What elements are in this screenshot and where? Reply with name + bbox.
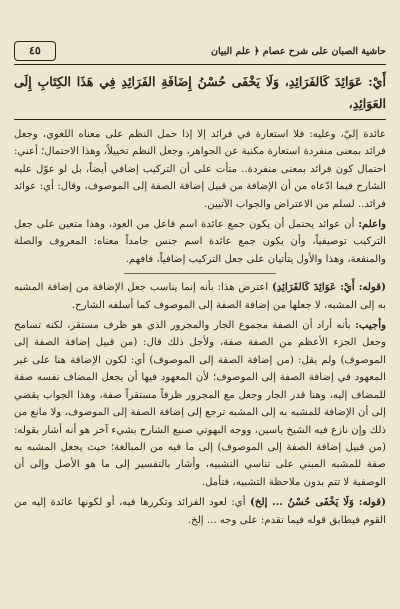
matn-rule [14, 119, 386, 120]
paragraph-2 [14, 216, 386, 268]
paragraph-5-text: أي: لعود الفرائد وتكررها فيه، أو لكونها عائدة إليه من القوم فيطابق قوله فيما تقدم: على وجه ... إلخ. [14, 497, 386, 526]
commentary [14, 126, 386, 529]
paragraph-4-text: بأنه أراد أن الصفة مجموع الجار والمجرور الذي هو ظرف مستقر، لكنه تسامح وجعل الجزء الأعظم من الصفة صفة، ولأجل ذلك قال: (من قبيل إضافة الصفة إلى الموصوف) ولم يقل: (من إضافة الصفة إلى الموصوف) أي: لكون الإضافة هنا على غير المعهود في إضافة الصفة إلى الموصوف؛ لأن المعهود فيها أن يجعل المضاف نفسه صفة للمضاف إليه، وهنا قدر الجار وجعل مع المجرور ظرفاً مستقراً صفة، وهذا الجواب يقضي إلى أن الإضافة للمشبه به إلى المشبه ترجع إلى إضافة الصفة إلى الموصوف، ولا مانع من ذلك وإن نازع فيه الشيخ ياسين، ووجه البهوتي صنيع الشارح بشيء آخر هو أنه أشار بقوله: (من قبيل إضافة الصفة إلى الموصوف) إلى ما فيه من المبالغة؛ حيث يجعل المشبه به صفة للمشبه المبني على تناسي التشبيه، وأشار بالتفسير إلى ما هو الأصل وإلى أن الوصفية لا تتم بدون ملاحظة التشبيه، فتأمل. [14, 320, 386, 488]
paragraph-3-lead: (قوله: أَيْ: عَوَائِدَ كَالفَرَائِدِ) [271, 281, 386, 294]
header-rule [14, 64, 386, 65]
paragraph-1 [14, 126, 386, 213]
paragraph-4 [14, 317, 386, 491]
paragraph-2-lead: واعلم: [358, 218, 386, 231]
paragraph-5-lead: (قوله: وَلَا يَخْفَى حُسْنُ ... إلخ) [250, 496, 386, 509]
page-header [14, 40, 386, 62]
paragraph-1-text: عائدة إليّ، وعليه: فلا استعارة في فرائد إلا إذا حمل النظم على معناه اللغوي، وجعل فرائد بمعنى منفردة استعارة مكنية عن الجواهر، وجعل النظم تخييلاً، وهذا الاحتمال؛ أعني: احتمال كون فرائد بمعنى منفردة.. متأت على أن التركيب إضافي أيضاً، بل لو عوّل عليه الشارح فيما ادّعاه من أن الإضافة من قبيل إضافة الصفة إلى الموصوف، وقال: أي: عوائد فرائد.. لسلم من الاعتراض والجواب الآتيين. [14, 129, 386, 210]
paragraph-3-text: اعترض هذا: بأنه إنما يناسب جعل الإضافة من إضافة المشبه به إلى المشبه، لا جعلها من إضافة الصفة إلى الموصوف كما أسلفه الشارح. [14, 282, 386, 311]
matn-text: أَيْ: عَوَائِدَ كَالفَرَائِدِ، وَلَا يَخْفَى حُسْنُ إِضَافَةِ الفَرَائِدِ فِي هَذَا الكِتَابِ إِلَى العَوَائِدِ، [14, 74, 386, 111]
paragraph-5 [14, 494, 386, 529]
paragraph-3 [14, 279, 386, 314]
page-number: ٤٥ [14, 41, 56, 61]
section-divider [124, 273, 276, 274]
running-title: حاشية الصبان على شرح عصام ﴿ علم البيان [211, 45, 386, 57]
paragraph-2-text: أن عوائد يحتمل أن يكون جمع عائدة اسم فاعل من العود، وهذا متعين على جعل التركيب توصيفياً، وأن يكون جمع عائدة اسم جنس جامداً معناه: المعروف والصلة والمنفعة، وهذا والأول يتأتيان على جعل التركيب إضافياً، فافهم. [14, 219, 386, 265]
paragraph-4-lead: وأجيب: [355, 319, 386, 332]
